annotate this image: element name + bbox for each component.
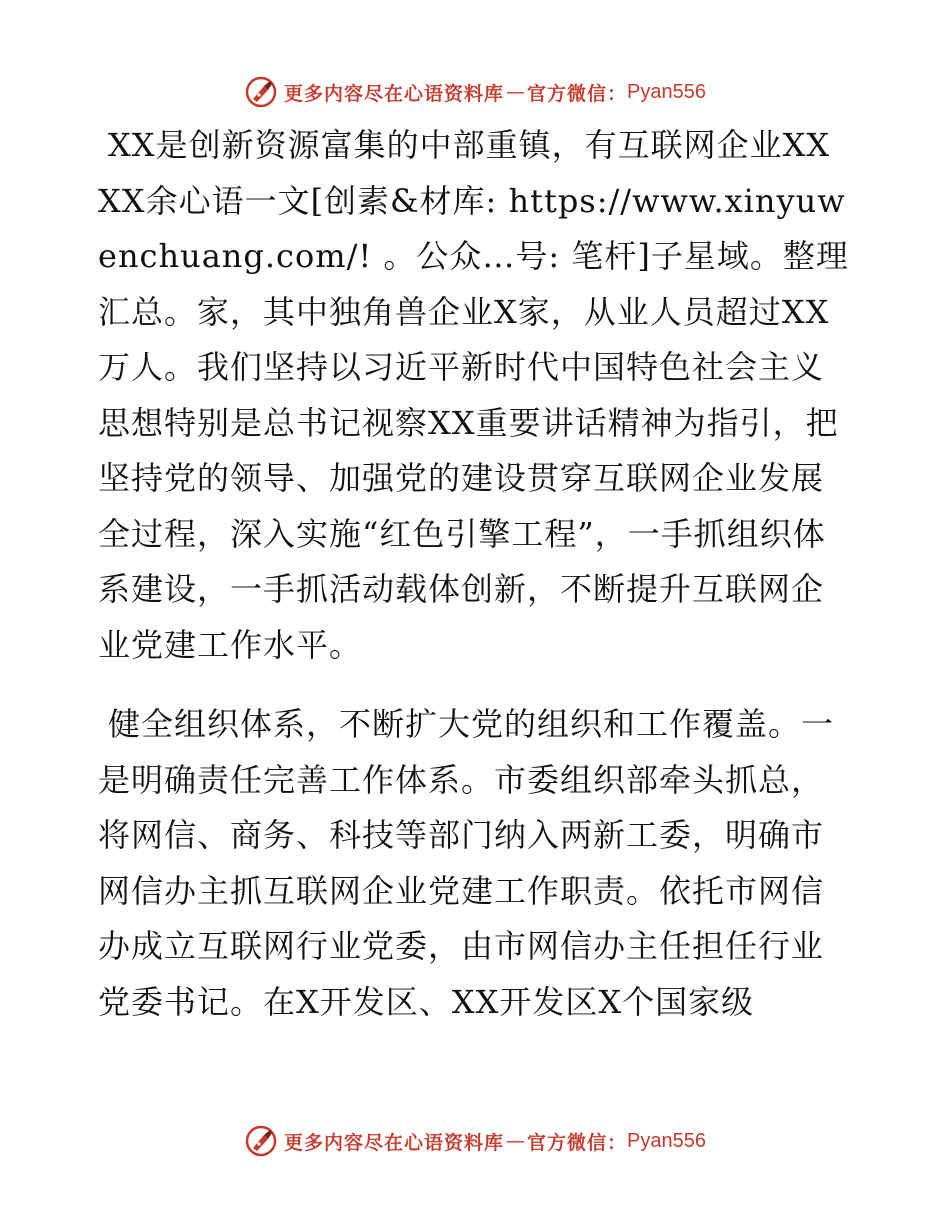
- banner-wechat-label: 官方微信：: [527, 82, 628, 105]
- pen-nib-logo-icon: [244, 75, 278, 109]
- header-banner: [0, 72, 950, 112]
- banner-brand-text: 更多内容尽在心语资料库: [284, 82, 505, 105]
- body-paragraph-2: 健全组织体系，不断扩大党的组织和工作覆盖。一是明确责任完善工作体系。市委组织部牵头抓总，将网信、商务、科技等部门纳入两新工委，明确市网信办主抓互联网企业党建工作职责。依托市网信办成立互联网行业党委，由市网信办主任担任行业党委书记。在X开发区、XX开发区X个国家级: [98, 705, 835, 1021]
- banner-wechat-handle: Pyan556: [627, 80, 706, 103]
- banner-separator: —: [506, 1130, 526, 1152]
- banner-separator: —: [506, 81, 526, 103]
- banner-wechat-label: 官方微信：: [527, 1131, 628, 1154]
- body-paragraph-1: XX是创新资源富集的中部重镇，有互联网企业XXXX余心语一文[创素&材库: https://www.xinyuwenchuang.com/! 。公众…号: 笔杆]子星域。整理汇总。家，其中独角兽企业X家，从业人员超过XX万人。我们坚持以习近平新时代中国特色社会主义思想特别是总书记视察XX重要讲话精神为指引，把坚持党的领导、加强党的建设贯穿互联网企业发展全过程，深入实施“红色引擎工程”，一手抓组织体系建设，一手抓活动载体创新，不断提升互联网企业党建工作水平。: [98, 126, 849, 664]
- banner-wechat-handle: Pyan556: [627, 1129, 706, 1152]
- footer-banner: [0, 1121, 950, 1161]
- pen-nib-logo-icon: [244, 1124, 278, 1158]
- banner-brand-text: 更多内容尽在心语资料库: [284, 1131, 505, 1154]
